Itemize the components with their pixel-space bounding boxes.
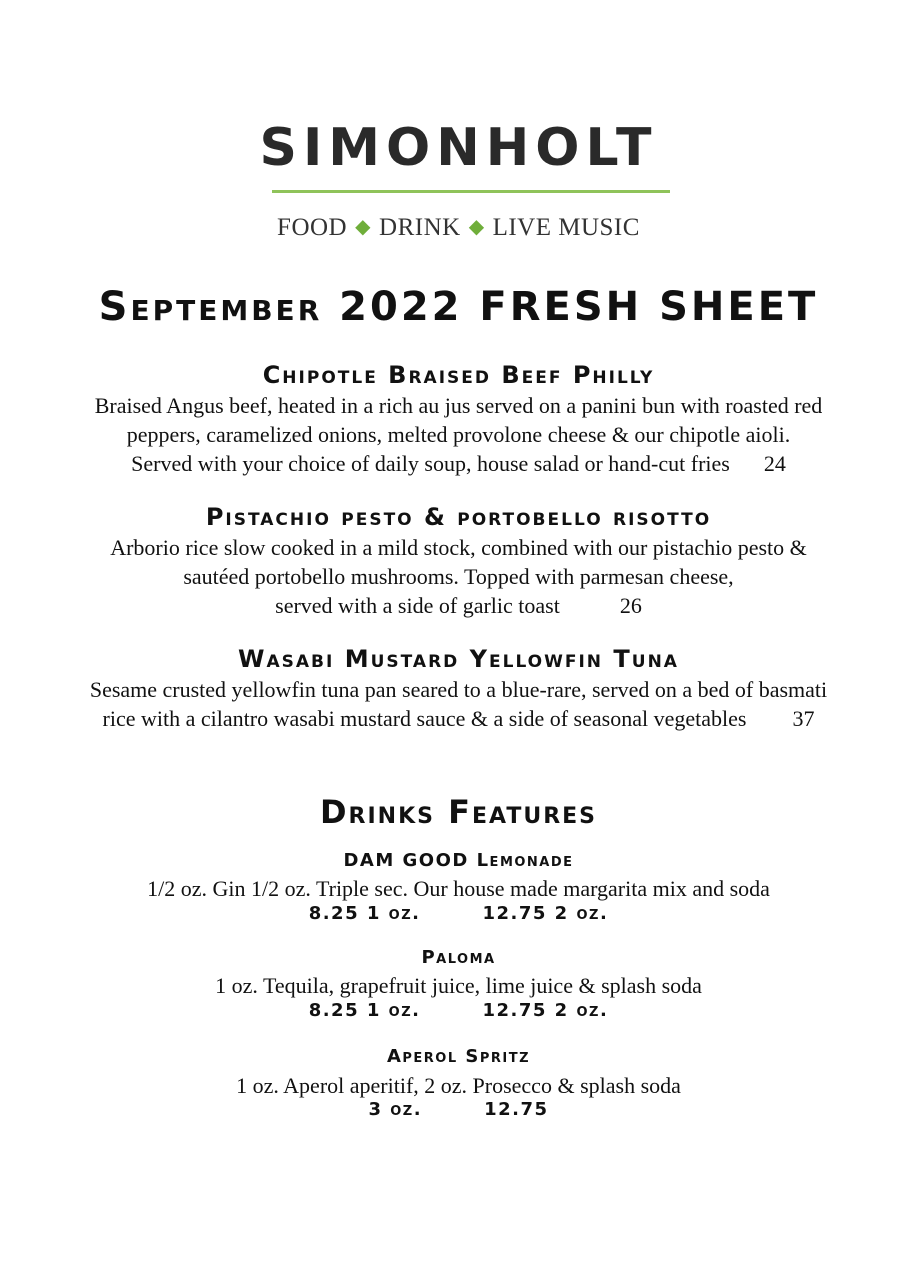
description-line: Arborio rice slow cooked in a mild stock, combined with our pistachio pesto & — [110, 535, 807, 560]
drink-title: Aperol Spritz — [386, 1046, 531, 1067]
dish-title: Pistachio pesto & portobello risotto — [205, 503, 712, 531]
price-small: 8.25 1 oz. — [308, 903, 421, 924]
drinks-section-title: Drinks Features — [319, 793, 598, 831]
description-line: 1 oz. Tequila, grapefruit juice, lime juice & splash soda — [215, 973, 702, 998]
description-line: 1 oz. Aperol aperitif, 2 oz. Prosecco & splash soda — [236, 1073, 681, 1098]
tagline-item-drink: DRINK — [379, 214, 461, 241]
description-text: Served with your choice of daily soup, house salad or hand-cut fries — [131, 451, 730, 476]
dish-price: 24 — [763, 451, 786, 476]
diamond-icon: ◆ — [355, 216, 372, 238]
dish-title: Chipotle Braised Beef Philly — [262, 361, 655, 389]
description-line: sautéed portobello mushrooms. Topped with parmesan cheese, — [183, 564, 734, 589]
dish-price: 26 — [619, 593, 642, 618]
description-line — [0, 704, 917, 733]
description-text: rice with a cilantro wasabi mustard sauce & a side of seasonal vegetables — [102, 706, 747, 731]
description-line — [0, 591, 917, 620]
dish-description — [0, 391, 917, 478]
drink-description — [0, 971, 917, 1000]
description-line: Braised Angus beef, heated in a rich au jus served on a panini bun with roasted red — [94, 393, 823, 418]
price-large: 12.75 — [484, 1099, 549, 1120]
description-line: peppers, caramelized onions, melted provolone cheese & our chipotle aioli. — [126, 422, 791, 447]
drink-prices — [0, 1099, 917, 1121]
tagline-item-music: LIVE MUSIC — [492, 214, 640, 241]
drink-title: Paloma — [421, 947, 496, 968]
price-large: 12.75 2 oz. — [482, 903, 609, 924]
drink-prices — [0, 903, 917, 925]
logo-divider — [272, 190, 670, 193]
price-small: 3 oz. — [368, 1099, 423, 1120]
price-large: 12.75 2 oz. — [482, 1000, 609, 1021]
drink-title: DAM GOOD Lemonade — [343, 850, 574, 871]
brand-tagline — [0, 211, 917, 246]
drink-description — [0, 874, 917, 903]
description-line: 1/2 oz. Gin 1/2 oz. Triple sec. Our house made margarita mix and soda — [147, 876, 770, 901]
diamond-icon: ◆ — [468, 216, 485, 238]
tagline-item-food: FOOD — [277, 214, 348, 241]
dish-description — [0, 533, 917, 620]
drink-description — [0, 1071, 917, 1100]
dish-price: 37 — [792, 706, 815, 731]
dish-title: Wasabi Mustard Yellowfin Tuna — [238, 645, 679, 673]
page-title: September 2022 FRESH SHEET — [98, 284, 819, 330]
dish-description — [0, 675, 917, 733]
brand-logo: SIMONHOLT — [259, 118, 658, 178]
price-small: 8.25 1 oz. — [308, 1000, 421, 1021]
description-text: served with a side of garlic toast — [275, 593, 560, 618]
drink-prices — [0, 1000, 917, 1022]
description-line: Sesame crusted yellowfin tuna pan seared to a blue-rare, served on a bed of basmati — [89, 677, 828, 702]
description-line — [0, 449, 917, 478]
